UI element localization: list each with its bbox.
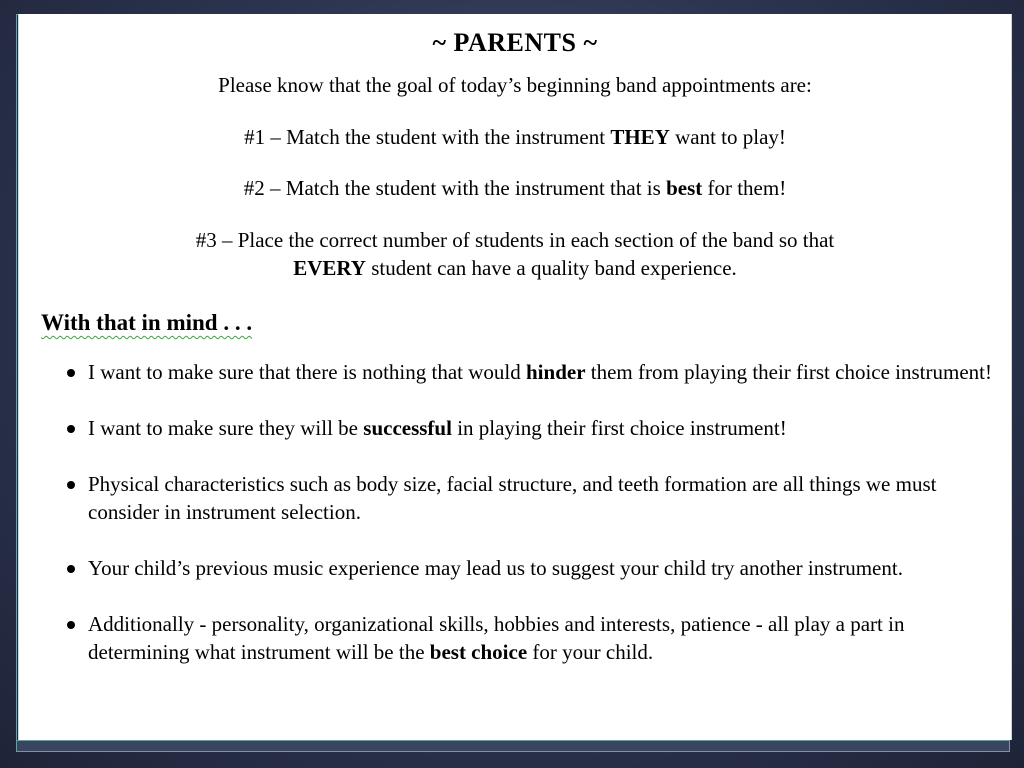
goal-2-text-end: for them!: [702, 176, 787, 200]
goal-1-text: #1 – Match the student with the instrument: [244, 125, 611, 149]
bullet-text-end: in playing their first choice instrument!: [451, 416, 787, 440]
page-title: ~ PARENTS ~: [432, 28, 598, 57]
goal-2-emphasis: best: [666, 176, 703, 200]
bullet-dot-icon: [67, 481, 75, 489]
bullet-item: [63, 470, 1003, 526]
bullet-dot-icon: [67, 369, 75, 377]
bullet-emphasis: best choice: [429, 640, 528, 664]
goal-1: [19, 123, 1011, 151]
bullet-emphasis: hinder: [526, 360, 586, 384]
bullet-list: [63, 358, 1003, 694]
goal-3-line-1: #3 – Place the correct number of students in each section of the band so that: [195, 228, 835, 252]
intro-line: Please know that the goal of today’s beginning band appointments are:: [218, 73, 812, 97]
bullet-dot-icon: [67, 621, 75, 629]
goal-1-emphasis: THEY: [610, 125, 670, 149]
goal-3: [19, 226, 1011, 282]
slide-bottom-bar: [16, 740, 1010, 752]
bullet-text: Physical characteristics such as body size, facial structure, and teeth formation are all things we must consider in instrument selection.: [88, 472, 937, 524]
bullet-text-end: them from playing their first choice instrument!: [585, 360, 992, 384]
goal-2-text: #2 – Match the student with the instrument that is: [243, 176, 667, 200]
bullet-text: I want to make sure that there is nothing that would: [88, 360, 526, 384]
bullet-text: I want to make sure they will be: [88, 416, 364, 440]
goal-3-emphasis: EVERY: [293, 256, 366, 280]
bullet-item: [63, 554, 1003, 582]
section-heading: With that in mind . . .: [41, 310, 253, 335]
bullet-text: Your child’s previous music experience may lead us to suggest your child try another instrument.: [88, 556, 903, 580]
bullet-text: Additionally - personality, organizational skills, hobbies and interests, patience - all play a part in determining what instrument will be the: [88, 612, 905, 664]
bullet-item: [63, 358, 1003, 386]
bullet-emphasis: successful: [363, 416, 452, 440]
goal-3-text-end: student can have a quality band experience.: [365, 256, 737, 280]
goal-2: [19, 174, 1011, 202]
goal-1-text-end: want to play!: [669, 125, 786, 149]
goal-3-line-2: [19, 254, 1011, 282]
bullet-item: [63, 414, 1003, 442]
bullet-item: [63, 610, 1003, 666]
bullet-dot-icon: [67, 565, 75, 573]
document-page: [18, 14, 1012, 740]
bullet-dot-icon: [67, 425, 75, 433]
bullet-text-end: for your child.: [527, 640, 654, 664]
